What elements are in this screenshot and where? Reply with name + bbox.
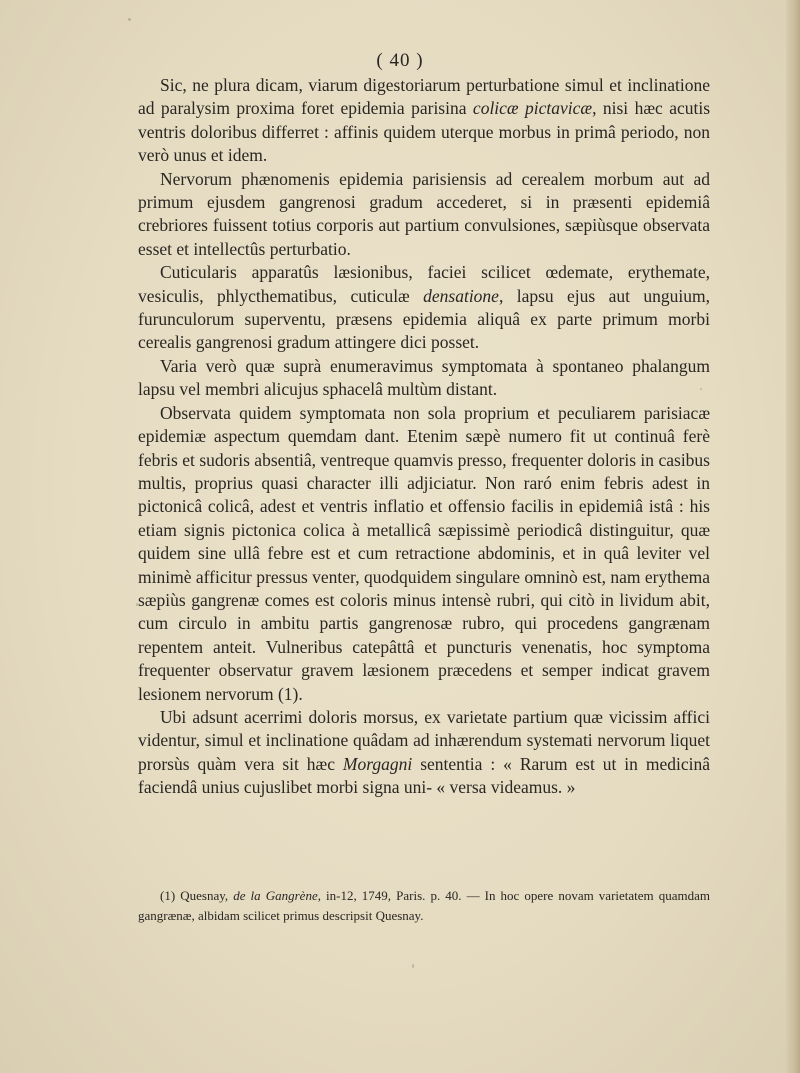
paragraph-3-text-end: , lapsu ejus aut unguium, furunculorum superventu, præsens epidemia aliquâ ex parte primum morbi cerealis gangrenosi gradum attingere dici posset. bbox=[138, 285, 710, 353]
paragraph-3-italic: densatione bbox=[423, 285, 499, 306]
paragraph-5 bbox=[138, 402, 710, 706]
paragraph-2-text: Nervorum phænomenis epidemia parisiensis ad cerealem morbum aut ad primum ejusdem gangrenosi gradum accederet, si in præsenti epidemiâ crebriores fuissent totius corporis aut partium convulsiones, sæpiùsque observata esset et intellectûs perturbatio. bbox=[138, 168, 710, 259]
paragraph-5-text: Observata quidem symptomata non sola proprium et peculiarem parisiacæ epidemiæ aspectum quemdam dant. Etenim sæpè numero fit ut continuâ ferè febris et sudoris absentiâ, ventreque quamvis presso, frequenter doloris in casibus multis, proprius quasi character illi adjiciatur. Non raró enim febris adest in pictonicâ colicâ, adest et ventris inflatio et offensio facilis in epidemiâ istâ : his etiam signis pictonica colica à metallicâ sæpissimè periodicâ distinguitur, quæ quidem sine ullâ febre est et cum retractione abdominis, et in quâ leviter vel minimè afficitur pressus venter, quodquidem singulare omninò est, nam erythema sæpiùs gangrenæ comes est coloris minus intensè rubri, qui citò in lividum abit, cum circulo in ambitu partis gangrenosæ rubro, qui procedens gangrænam repentem anteit. Vulneribus catepâttâ et puncturis venenatis, hoc symptoma frequenter observatur gravem læsionem præcedens et semper indicat gravem lesionem nervorum (1). bbox=[138, 402, 710, 704]
paragraph-3-text: Cuticularis apparatûs læsionibus, faciei scilicet œdemate, erythemate, vesiculis, phlycthematibus, cuticulæ bbox=[138, 262, 710, 306]
footnote bbox=[138, 886, 710, 926]
paper-speck bbox=[700, 388, 702, 390]
paragraph-4 bbox=[138, 355, 710, 402]
paragraph-6 bbox=[138, 706, 710, 800]
paragraph-1-italic: colicæ pictavicæ bbox=[472, 98, 593, 119]
paragraph-1-text: Sic, ne plura dicam, viarum digestoriarum perturbatione simul et inclinatione ad paralysim proxima foret epidemia parisina bbox=[138, 75, 710, 119]
page-edge-shadow bbox=[786, 0, 800, 1073]
paper-speck bbox=[412, 964, 414, 968]
paragraph-1-text-end: , nisi hæc acutis ventris doloribus differret : affinis quidem uterque morbus in primâ periodo, non verò unus et idem. bbox=[138, 98, 711, 166]
footnote-text-end: , in-12, 1749, Paris. p. 40. — In hoc opere novam varietatem quamdam gangrænæ, albidam scilicet primus descripsit Quesnay. bbox=[138, 888, 710, 923]
paper-speck bbox=[136, 603, 138, 606]
footnote-text: (1) Quesnay, bbox=[160, 888, 234, 903]
paragraph-6-text: Ubi adsunt acerrimi doloris morsus, ex varietate partium quæ vicissim affici videntur, simul et inclinatione quâdam ad inhærendum systemati nervorum liquet prorsùs quàm vera sit hæc bbox=[138, 706, 710, 774]
paragraph-6-text-end: sententia : « Rarum est ut in medicinâ faciendâ unius cujuslibet morbi signa uni- « versa videamus. » bbox=[138, 753, 710, 798]
paragraph-2 bbox=[138, 168, 710, 262]
main-text bbox=[138, 74, 710, 800]
paragraph-4-text: Varia verò quæ suprà enumeravimus symptomata à spontaneo phalangum lapsu vel membri alicujus sphacelâ multùm distant. bbox=[138, 355, 710, 400]
paragraph-1 bbox=[138, 74, 710, 168]
footnote-italic: de la Gangrène bbox=[233, 888, 318, 903]
page-number: ( 40 ) bbox=[376, 50, 424, 71]
paragraph-6-italic: Morgagni bbox=[342, 753, 413, 774]
paragraph-3 bbox=[138, 261, 710, 355]
paper-speck bbox=[128, 18, 131, 21]
